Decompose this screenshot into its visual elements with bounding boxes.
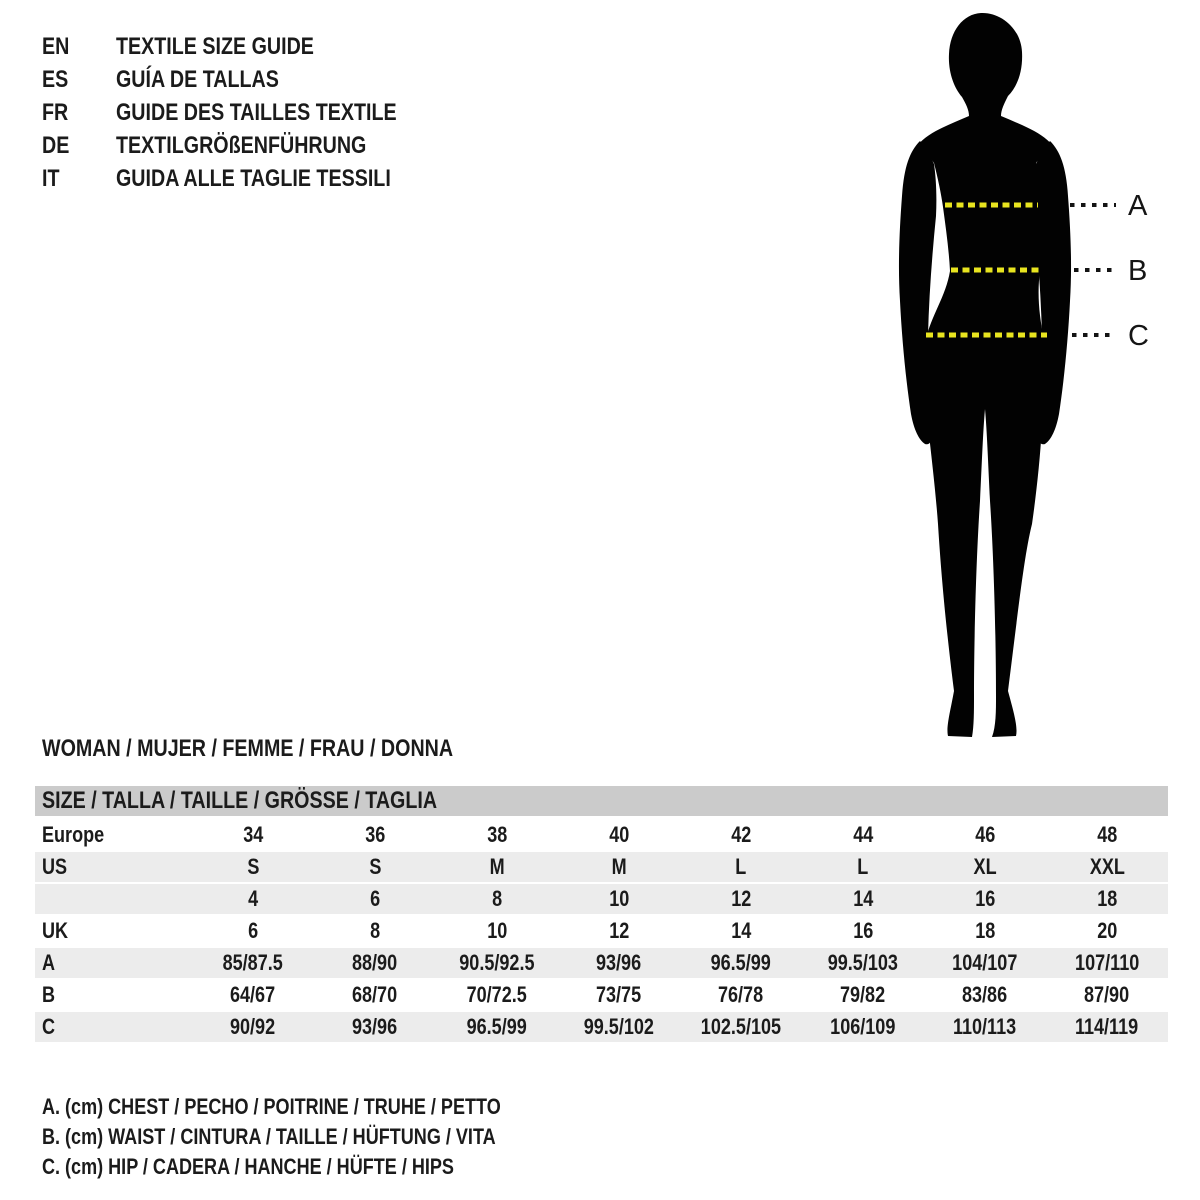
- measure-label-b: B: [1128, 255, 1148, 287]
- table-row-label: [35, 916, 192, 946]
- table-cell: [314, 1012, 436, 1042]
- table-cell: [924, 820, 1046, 850]
- table-row: [35, 948, 1168, 978]
- language-row: [42, 96, 458, 129]
- table-cell: [680, 884, 802, 914]
- table-cell-text: M: [611, 854, 627, 879]
- table-cell: [1046, 820, 1168, 850]
- table-cell-text: 4: [247, 886, 259, 911]
- table-cell: [924, 948, 1046, 978]
- table-row: [35, 1012, 1168, 1042]
- table-cell-text: 10: [608, 886, 630, 911]
- table-cell: [558, 980, 680, 1010]
- table-cell: [436, 980, 558, 1010]
- table-cell: [802, 948, 924, 978]
- table-cell-text: 8: [369, 918, 381, 943]
- table-cell-text: 96.5/99: [466, 1014, 528, 1039]
- language-label: [116, 132, 421, 160]
- table-cell: [558, 884, 680, 914]
- table-cell-text: 12: [608, 918, 630, 943]
- table-cell: [558, 948, 680, 978]
- language-code-text: EN: [42, 32, 70, 60]
- legend-row-text: C. (cm) HIP / CADERA / HANCHE / HÜFTE / HIPS: [42, 1154, 454, 1179]
- table-cell: [802, 884, 924, 914]
- table-cell: [314, 916, 436, 946]
- table-cell: [436, 1012, 558, 1042]
- table-cell: [436, 916, 558, 946]
- table-cell-text: XL: [973, 854, 997, 879]
- table-cell: [436, 820, 558, 850]
- table-cell-text: 99.5/102: [583, 1014, 655, 1039]
- table-cell-text: 16: [974, 886, 996, 911]
- table-cell-text: 106/109: [830, 1014, 896, 1039]
- language-row: [42, 63, 458, 96]
- language-row: [42, 30, 458, 63]
- table-cell: [192, 884, 314, 914]
- language-label-text: GUIDA ALLE TAGLIE TESSILI: [116, 164, 391, 192]
- table-row-label: [35, 820, 192, 850]
- table-cell-text: 93/96: [596, 950, 642, 975]
- table-cell: [1046, 884, 1168, 914]
- table-row-label-text: B: [42, 982, 56, 1007]
- table-cell: [436, 948, 558, 978]
- table-cell: [802, 1012, 924, 1042]
- table-cell-text: 18: [974, 918, 996, 943]
- language-label: [116, 66, 315, 94]
- table-cell: [680, 1012, 802, 1042]
- table-cell-text: 83/86: [962, 982, 1008, 1007]
- table-cell: [924, 852, 1046, 882]
- size-table: [35, 786, 1168, 1044]
- table-cell: [802, 980, 924, 1010]
- table-cell-text: 96.5/99: [710, 950, 772, 975]
- table-cell-text: 114/119: [1075, 1014, 1139, 1039]
- table-cell-text: 79/82: [840, 982, 886, 1007]
- language-code-text: ES: [42, 65, 69, 93]
- table-cell: [802, 852, 924, 882]
- language-code: [42, 66, 116, 94]
- table-cell-text: M: [489, 854, 505, 879]
- table-cell-text: 40: [608, 822, 630, 847]
- measure-label-a: A: [1128, 190, 1148, 222]
- table-cell-text: 90.5/92.5: [459, 950, 535, 975]
- table-row-label-text: C: [42, 1014, 56, 1039]
- table-cell: [924, 980, 1046, 1010]
- table-row-label-text: Europe: [42, 822, 105, 847]
- table-cell: [558, 852, 680, 882]
- table-cell-text: 88/90: [352, 950, 398, 975]
- table-cell: [192, 948, 314, 978]
- table-cell: [314, 980, 436, 1010]
- table-cell-text: 44: [852, 822, 874, 847]
- table-cell-text: 14: [730, 918, 752, 943]
- table-cell: [680, 948, 802, 978]
- table-cell-text: 36: [364, 822, 386, 847]
- language-label: [116, 165, 451, 193]
- table-cell-text: 107/110: [1074, 950, 1140, 975]
- table-row-label-text: UK: [42, 918, 69, 943]
- table-cell: [558, 820, 680, 850]
- table-cell-text: L: [735, 854, 747, 879]
- table-cell: [1046, 916, 1168, 946]
- table-cell: [436, 852, 558, 882]
- table-row-label: [35, 980, 192, 1010]
- legend-row: [42, 1152, 601, 1182]
- table-cell-text: 6: [369, 886, 381, 911]
- language-label-text: TEXTILE SIZE GUIDE: [116, 32, 314, 60]
- table-row-label: [35, 1012, 192, 1042]
- table-cell-text: 102.5/105: [700, 1014, 782, 1039]
- table-cell: [802, 916, 924, 946]
- table-row-label-text: US: [42, 854, 68, 879]
- table-row-label: [35, 884, 192, 914]
- table-row: [35, 884, 1168, 914]
- section-title-text: WOMAN / MUJER / FEMME / FRAU / DONNA: [42, 735, 454, 762]
- table-row: [35, 916, 1168, 946]
- size-table-body: [35, 820, 1168, 1042]
- table-cell: [314, 820, 436, 850]
- legend-row: [42, 1092, 601, 1122]
- language-code: [42, 33, 116, 61]
- table-cell-text: 8: [491, 886, 503, 911]
- language-row: [42, 162, 458, 195]
- table-cell-text: 10: [486, 918, 508, 943]
- language-label: [116, 99, 458, 127]
- figure-svg: [870, 0, 1200, 760]
- table-cell-text: 16: [852, 918, 874, 943]
- legend-row-text: A. (cm) CHEST / PECHO / POITRINE / TRUHE / PETTO: [42, 1094, 501, 1119]
- language-list: [42, 30, 458, 195]
- table-row: [35, 852, 1168, 882]
- table-cell-text: 73/75: [596, 982, 642, 1007]
- language-label-text: GUÍA DE TALLAS: [116, 65, 279, 93]
- table-cell: [192, 980, 314, 1010]
- table-cell-text: 38: [486, 822, 508, 847]
- size-table-header-text: SIZE / TALLA / TAILLE / GRÖSSE / TAGLIA: [42, 787, 438, 814]
- table-cell-text: 6: [247, 918, 259, 943]
- table-cell: [924, 916, 1046, 946]
- table-cell-text: XXL: [1089, 854, 1125, 879]
- table-cell: [192, 820, 314, 850]
- measure-legend: [42, 1092, 601, 1182]
- table-cell: [680, 852, 802, 882]
- table-cell-text: 34: [242, 822, 264, 847]
- table-cell: [314, 852, 436, 882]
- table-cell-text: 70/72.5: [466, 982, 528, 1007]
- table-cell-text: 93/96: [352, 1014, 398, 1039]
- table-cell: [558, 916, 680, 946]
- table-cell-text: 46: [974, 822, 996, 847]
- table-cell: [314, 884, 436, 914]
- table-cell: [802, 820, 924, 850]
- language-code: [42, 99, 116, 127]
- table-cell-text: 104/107: [952, 950, 1018, 975]
- table-cell-text: 18: [1096, 886, 1118, 911]
- language-code-text: IT: [42, 164, 60, 192]
- table-cell-text: L: [857, 854, 869, 879]
- table-cell: [680, 916, 802, 946]
- table-cell-text: 76/78: [718, 982, 764, 1007]
- table-row: [35, 820, 1168, 850]
- language-label-text: GUIDE DES TAILLES TEXTILE: [116, 98, 397, 126]
- language-code-text: DE: [42, 131, 70, 159]
- table-cell-text: 42: [730, 822, 752, 847]
- table-cell: [558, 1012, 680, 1042]
- table-cell-text: 85/87.5: [222, 950, 284, 975]
- language-code: [42, 132, 116, 160]
- language-code-text: FR: [42, 98, 69, 126]
- table-cell: [1046, 948, 1168, 978]
- table-cell-text: 12: [730, 886, 752, 911]
- table-cell-text: 20: [1096, 918, 1118, 943]
- table-row-label: [35, 852, 192, 882]
- table-cell: [1046, 1012, 1168, 1042]
- table-cell-text: 110/113: [953, 1014, 1017, 1039]
- table-cell: [924, 884, 1046, 914]
- language-label-text: TEXTILGRÖßENFÜHRUNG: [116, 131, 367, 159]
- table-cell: [314, 948, 436, 978]
- table-cell-text: 99.5/103: [827, 950, 899, 975]
- table-cell: [680, 820, 802, 850]
- language-row: [42, 129, 458, 162]
- table-cell: [436, 884, 558, 914]
- table-row-label: [35, 948, 192, 978]
- table-cell: [1046, 852, 1168, 882]
- table-cell: [924, 1012, 1046, 1042]
- size-table-header: [35, 786, 1168, 816]
- table-cell-text: S: [368, 854, 382, 879]
- legend-row-text: B. (cm) WAIST / CINTURA / TAILLE / HÜFTUNG / VITA: [42, 1124, 496, 1149]
- table-cell-text: 14: [852, 886, 874, 911]
- table-cell-text: S: [246, 854, 260, 879]
- legend-row: [42, 1122, 601, 1152]
- table-row: [35, 980, 1168, 1010]
- table-cell-text: 90/92: [230, 1014, 276, 1039]
- table-cell: [192, 852, 314, 882]
- table-cell: [192, 1012, 314, 1042]
- language-label: [116, 33, 357, 61]
- measure-label-c: C: [1128, 320, 1149, 352]
- language-code: [42, 165, 116, 193]
- table-cell-text: 87/90: [1084, 982, 1130, 1007]
- table-cell: [680, 980, 802, 1010]
- table-row-label-text: A: [42, 950, 56, 975]
- table-cell: [1046, 980, 1168, 1010]
- table-cell: [192, 916, 314, 946]
- table-cell-text: 64/67: [230, 982, 276, 1007]
- table-cell-text: 48: [1096, 822, 1118, 847]
- table-cell-text: 68/70: [352, 982, 398, 1007]
- woman-silhouette: [918, 13, 1052, 737]
- section-title: [42, 734, 543, 764]
